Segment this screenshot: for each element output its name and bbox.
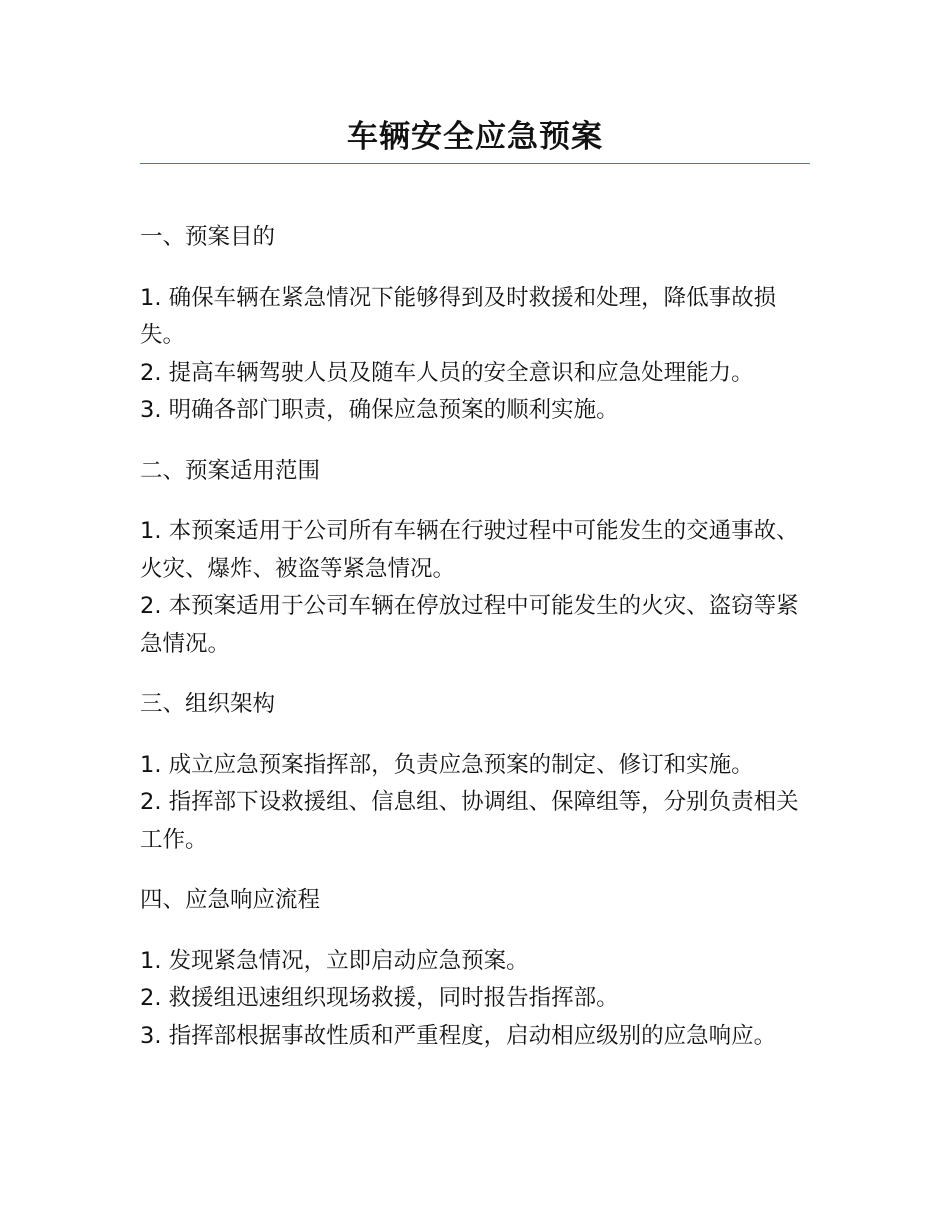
document-body [140, 219, 810, 1078]
list-item: 1. 确保车辆在紧急情况下能够得到及时救援和处理，降低事故损失。 [140, 284, 777, 348]
section-items [140, 943, 810, 1056]
section-heading: 二、预案适用范围 [140, 457, 321, 484]
section-items [140, 280, 810, 430]
list-item: 1. 成立应急预案指挥部，负责应急预案的制定、修订和实施。 [140, 751, 754, 778]
title-underline [140, 163, 810, 164]
section-scope [140, 453, 810, 664]
section-heading: 一、预案目的 [140, 224, 276, 250]
section-items [140, 513, 810, 663]
document-title: 车辆安全应急预案 [347, 119, 603, 155]
section-heading: 三、组织架构 [140, 691, 276, 717]
section-heading: 四、应急响应流程 [140, 887, 321, 913]
list-item: 3. 指挥部根据事故性质和严重程度，启动相应级别的应急响应。 [140, 1022, 777, 1049]
list-item: 3. 明确各部门职责，确保应急预案的顺利实施。 [140, 397, 619, 423]
section-purpose [140, 219, 810, 430]
list-item: 2. 提高车辆驾驶人员及随车人员的安全意识和应急处理能力。 [140, 359, 754, 386]
section-response-process [140, 882, 810, 1055]
list-item: 1. 发现紧急情况，立即启动应急预案。 [140, 947, 529, 974]
list-item: 2. 救援组迅速组织现场救援，同时报告指挥部。 [140, 985, 619, 1011]
list-item: 1. 本预案适用于公司所有车辆在行驶过程中可能发生的交通事故、火灾、爆炸、被盗等紧急情况。 [140, 518, 799, 582]
section-items [140, 747, 810, 860]
list-item: 2. 指挥部下设救援组、信息组、协调组、保障组等，分别负责相关工作。 [140, 789, 799, 853]
list-item: 2. 本预案适用于公司车辆在停放过程中可能发生的火灾、盗窃等紧急情况。 [140, 593, 799, 657]
section-organization [140, 686, 810, 859]
